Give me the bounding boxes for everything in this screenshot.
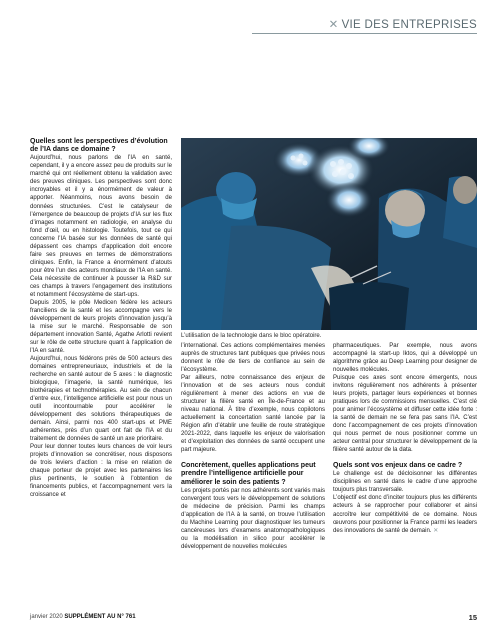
page-number: 15 [468,613,477,622]
paragraph [333,494,477,534]
paragraph: Pour leur donner toutes leurs chances de voir leurs projets d’innovation se concrétiser, nous disposons de trois leviers d’action : la mise en relation de chaque porteur de projet avec les partenaires les plus pertinents, le soutien à l’obtention de financements publics, et l’accompagnement vers la croissance et [30,443,172,499]
paragraph: Le challenge est de décloisonner les différentes disciplines en santé dans le cadre d’une approche toujours plus transversale. [333,471,477,494]
publication-name: SUPPLÉMENT AU N° 761 [64,614,136,620]
paragraph: pharmaceutiques. Par exemple, nous avons accompagné la start-up Iktos, qui a développé un algorithme grâce au Deep Learning pour designer de nouvelles molécules. [333,343,477,374]
section-cross-icon: ✕ [328,19,339,31]
column-1 [30,138,172,499]
paragraph: Puisque ces axes sont encore émergents, nous invitons régulièrement nos adhérents à présenter leurs projets, partager leurs expériences et bonnes pratiques lors de commissions mensuelles. C’est clé pour animer l’écosystème et diffuser cette idée forte : la santé de demain ne se fera pas sans l’IA. C’est donc l’accompagnement de ces projets d’innovation qui nous permet de nous positionner comme un acteur central pour structurer le développement de la filière santé autour de la data. [333,375,477,454]
footer-issue [30,614,136,620]
column-2 [181,342,325,551]
question-1-heading: Quelles sont les perspectives d’évolution de l’IA dans ce domaine ? [30,138,168,154]
question-2-heading: Concrètement, quelles applications peut prendre l’intelligence artificielle pour améliorer le soin des patients ? [181,462,316,486]
section-title: VIE DES ENTREPRISES [341,19,477,31]
paragraph: Aujourd’hui, nous fédérons près de 500 acteurs des domaines entrepreneuriaux, industriels et de la recherche en santé autour de 5 axes : le diagnostic biologique, l’imagerie, la santé numérique, les biothérapies et technothérapies. Au sein de chacun d’entre eux, l’intelligence artificielle est pour nous un outil incontournable pour accélérer le développement des solutions thérapeutiques de demain. Ainsi, parmi nos 400 start-ups et PME adhérentes, près d’un quart ont fait de l’IA et du traitement de données de santé un axe prioritaire. [30,355,172,442]
question-3-heading: Quels sont vos enjeux dans ce cadre ? [333,462,463,470]
paragraph: Aujourd’hui, nous parlons de l’IA en santé, cependant, il y a encore assez peu de produits sur le marché qui ont réellement obtenu la validation avec des preuves cliniques. Les perspectives sont donc incroyables et il y a énormément de valeur à apporter. Néanmoins, nous avons besoin de données structurées. C’est le catalyseur de l’émergence de beaucoup de projets d’IA sur les flux d’images notamment en radiologie, en analyse du fond d’œil, ou en histologie. Toutefois, tout ce qui concerne l’IA basée sur les données de santé qui dépassent ces champs d’application doit encore faire ses preuves en termes de démonstrations cliniques. Enfin, la France a énormément d’atouts pour être l’un des acteurs mondiaux de l’IA en santé. Cela nécessite de continuer à pousser la R&D sur ces champs à travers l’engagement des institutions et notamment l’écosystème de start-ups. [30,155,172,298]
issue-date: janvier 2020 [30,614,63,620]
operating-room-photo [181,138,477,330]
paragraph: Par ailleurs, notre connaissance des enjeux de l’innovation et de ses acteurs nous conduit régulièrement à mener des actions en vue de structurer la filière santé en Île-de-France et au niveau national. À titre d’exemple, nous copilotons actuellement la concertation santé lancée par la Région afin d’établir une feuille de route stratégique 2021-2022, dans laquelle les enjeux de valorisation et d’exploitation des données de santé occupent une part majeure. [181,375,325,454]
paragraph: Depuis 2005, le pôle Medicen fédère les acteurs franciliens de la santé et les accompagne vers le développement de leurs projets d’innovation jusqu’à la mise sur le marché. Responsable de son département innovation Santé, Agathe Arlotti revient sur le rôle de cette structure quant à l’application de l’IA en santé. [30,299,172,354]
photo-caption: L’utilisation de la technologie dans le bloc opératoire. [181,333,322,339]
paragraph: Les projets portés par nos adhérents sont variés mais convergent tous vers le développement de solutions de médecine de précision. Parmi les champs d’application de l’IA à la santé, on trouve l’utilisation du Machine Learning pour diagnostiquer les tumeurs cancéreuses lors d’examens anatomopathologiques ou la modélisation in silico pour accélérer le développement de nouvelles molécules [181,487,325,550]
column-3 [333,342,477,535]
surgery-illustration [181,138,477,330]
section-header [329,17,477,31]
closing-text: L’objectif est donc d’inciter toujours plus les différents acteurs à se rapprocher pour collaborer et ainsi accroître leur compétitivité de ce domaine. Nous œuvrons pour positionner la France parmi les leaders des innovations de santé de demain. [333,495,477,534]
end-mark-icon: ✕ [433,527,439,534]
header-rule [252,33,477,34]
paragraph: l’international. Ces actions complémentaires menées auprès de structures tant publiques que privées nous donnent le rôle de tiers de confiance au sein de l’écosystème. [181,343,325,374]
